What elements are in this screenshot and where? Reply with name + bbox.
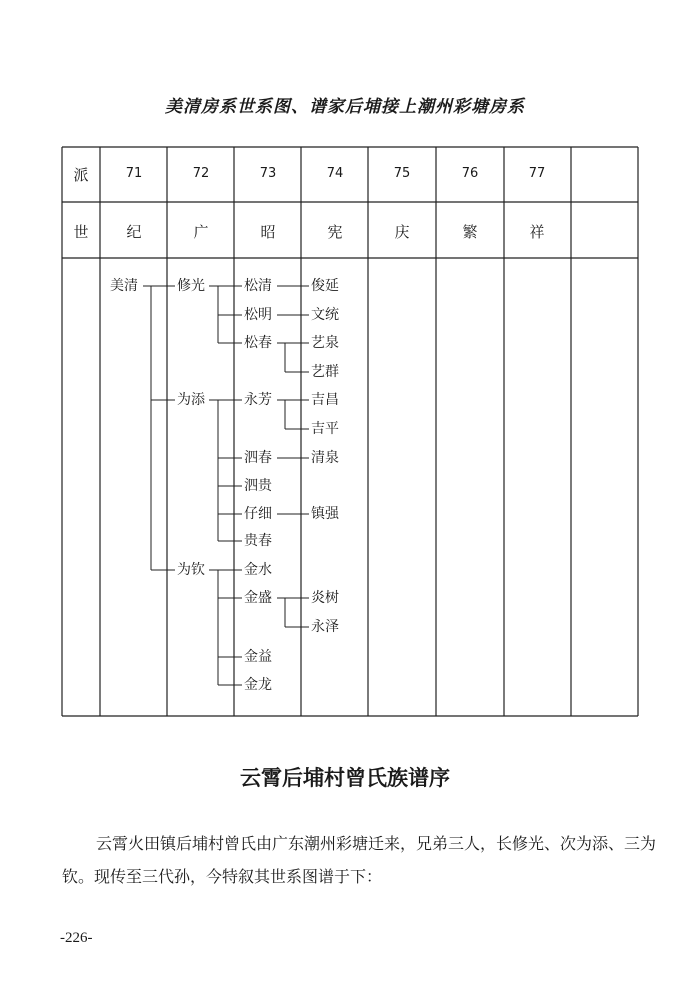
tree-name: 仔细 (244, 506, 272, 522)
tree-name: 金龙 (244, 677, 272, 693)
tree-name: 镇强 (311, 506, 339, 522)
tree-name: 吉平 (311, 421, 339, 437)
tree-name: 永芳 (244, 392, 272, 408)
tree-name: 金益 (244, 649, 272, 665)
tree-name: 艺泉 (311, 335, 339, 351)
generation-72: 72 (192, 166, 210, 181)
generation-char-73: 昭 (260, 223, 276, 241)
generation-73: 73 (259, 166, 277, 181)
generation-char-74: 宪 (327, 223, 343, 241)
generation-75: 75 (393, 166, 411, 181)
generation-char-75: 庆 (394, 223, 410, 241)
generation-77: 77 (528, 166, 546, 181)
tree-name: 贵春 (244, 533, 272, 549)
tree-name: 修光 (177, 278, 205, 294)
generation-char-71: 纪 (126, 223, 142, 241)
tree-name: 清泉 (311, 450, 339, 466)
row-label-shi: 世 (73, 223, 89, 241)
tree-name: 松明 (244, 307, 272, 323)
tree-name: 炎树 (311, 590, 339, 606)
page-number: -226- (60, 930, 93, 946)
tree-name: 松清 (244, 278, 272, 294)
generation-74: 74 (326, 166, 344, 181)
generation-71: 71 (125, 166, 143, 181)
generation-char-77: 祥 (529, 223, 545, 241)
generation-char-76: 繁 (462, 223, 478, 241)
tree-name: 为钦 (177, 562, 205, 578)
tree-name: 泗贵 (244, 478, 272, 494)
page-title: 美清房系世系图、谱家后埔接上潮州彩塘房系 (165, 97, 525, 117)
tree-name: 金盛 (244, 590, 272, 606)
tree-name: 俊延 (311, 278, 339, 294)
tree-name: 吉昌 (311, 392, 339, 408)
generation-76: 76 (461, 166, 479, 181)
section-heading: 云霄后埔村曾氏族谱序 (240, 766, 450, 790)
tree-name: 泗春 (244, 450, 272, 466)
tree-name: 金水 (244, 562, 272, 578)
row-label-pai: 派 (73, 166, 89, 184)
body-paragraph: 云霄火田镇后埔村曾氏由广东潮州彩塘迁来，兄弟三人，长修光、次为添、三为钦。现传至三代孙，今特叙其世系图谱于下： (62, 834, 657, 886)
tree-name: 艺群 (311, 364, 339, 380)
tree-name: 文统 (311, 307, 339, 323)
tree-name: 美清 (110, 278, 138, 294)
generation-char-72: 广 (193, 223, 209, 241)
tree-name: 永泽 (311, 619, 339, 635)
tree-name: 松春 (244, 335, 272, 351)
tree-name: 为添 (177, 392, 205, 408)
